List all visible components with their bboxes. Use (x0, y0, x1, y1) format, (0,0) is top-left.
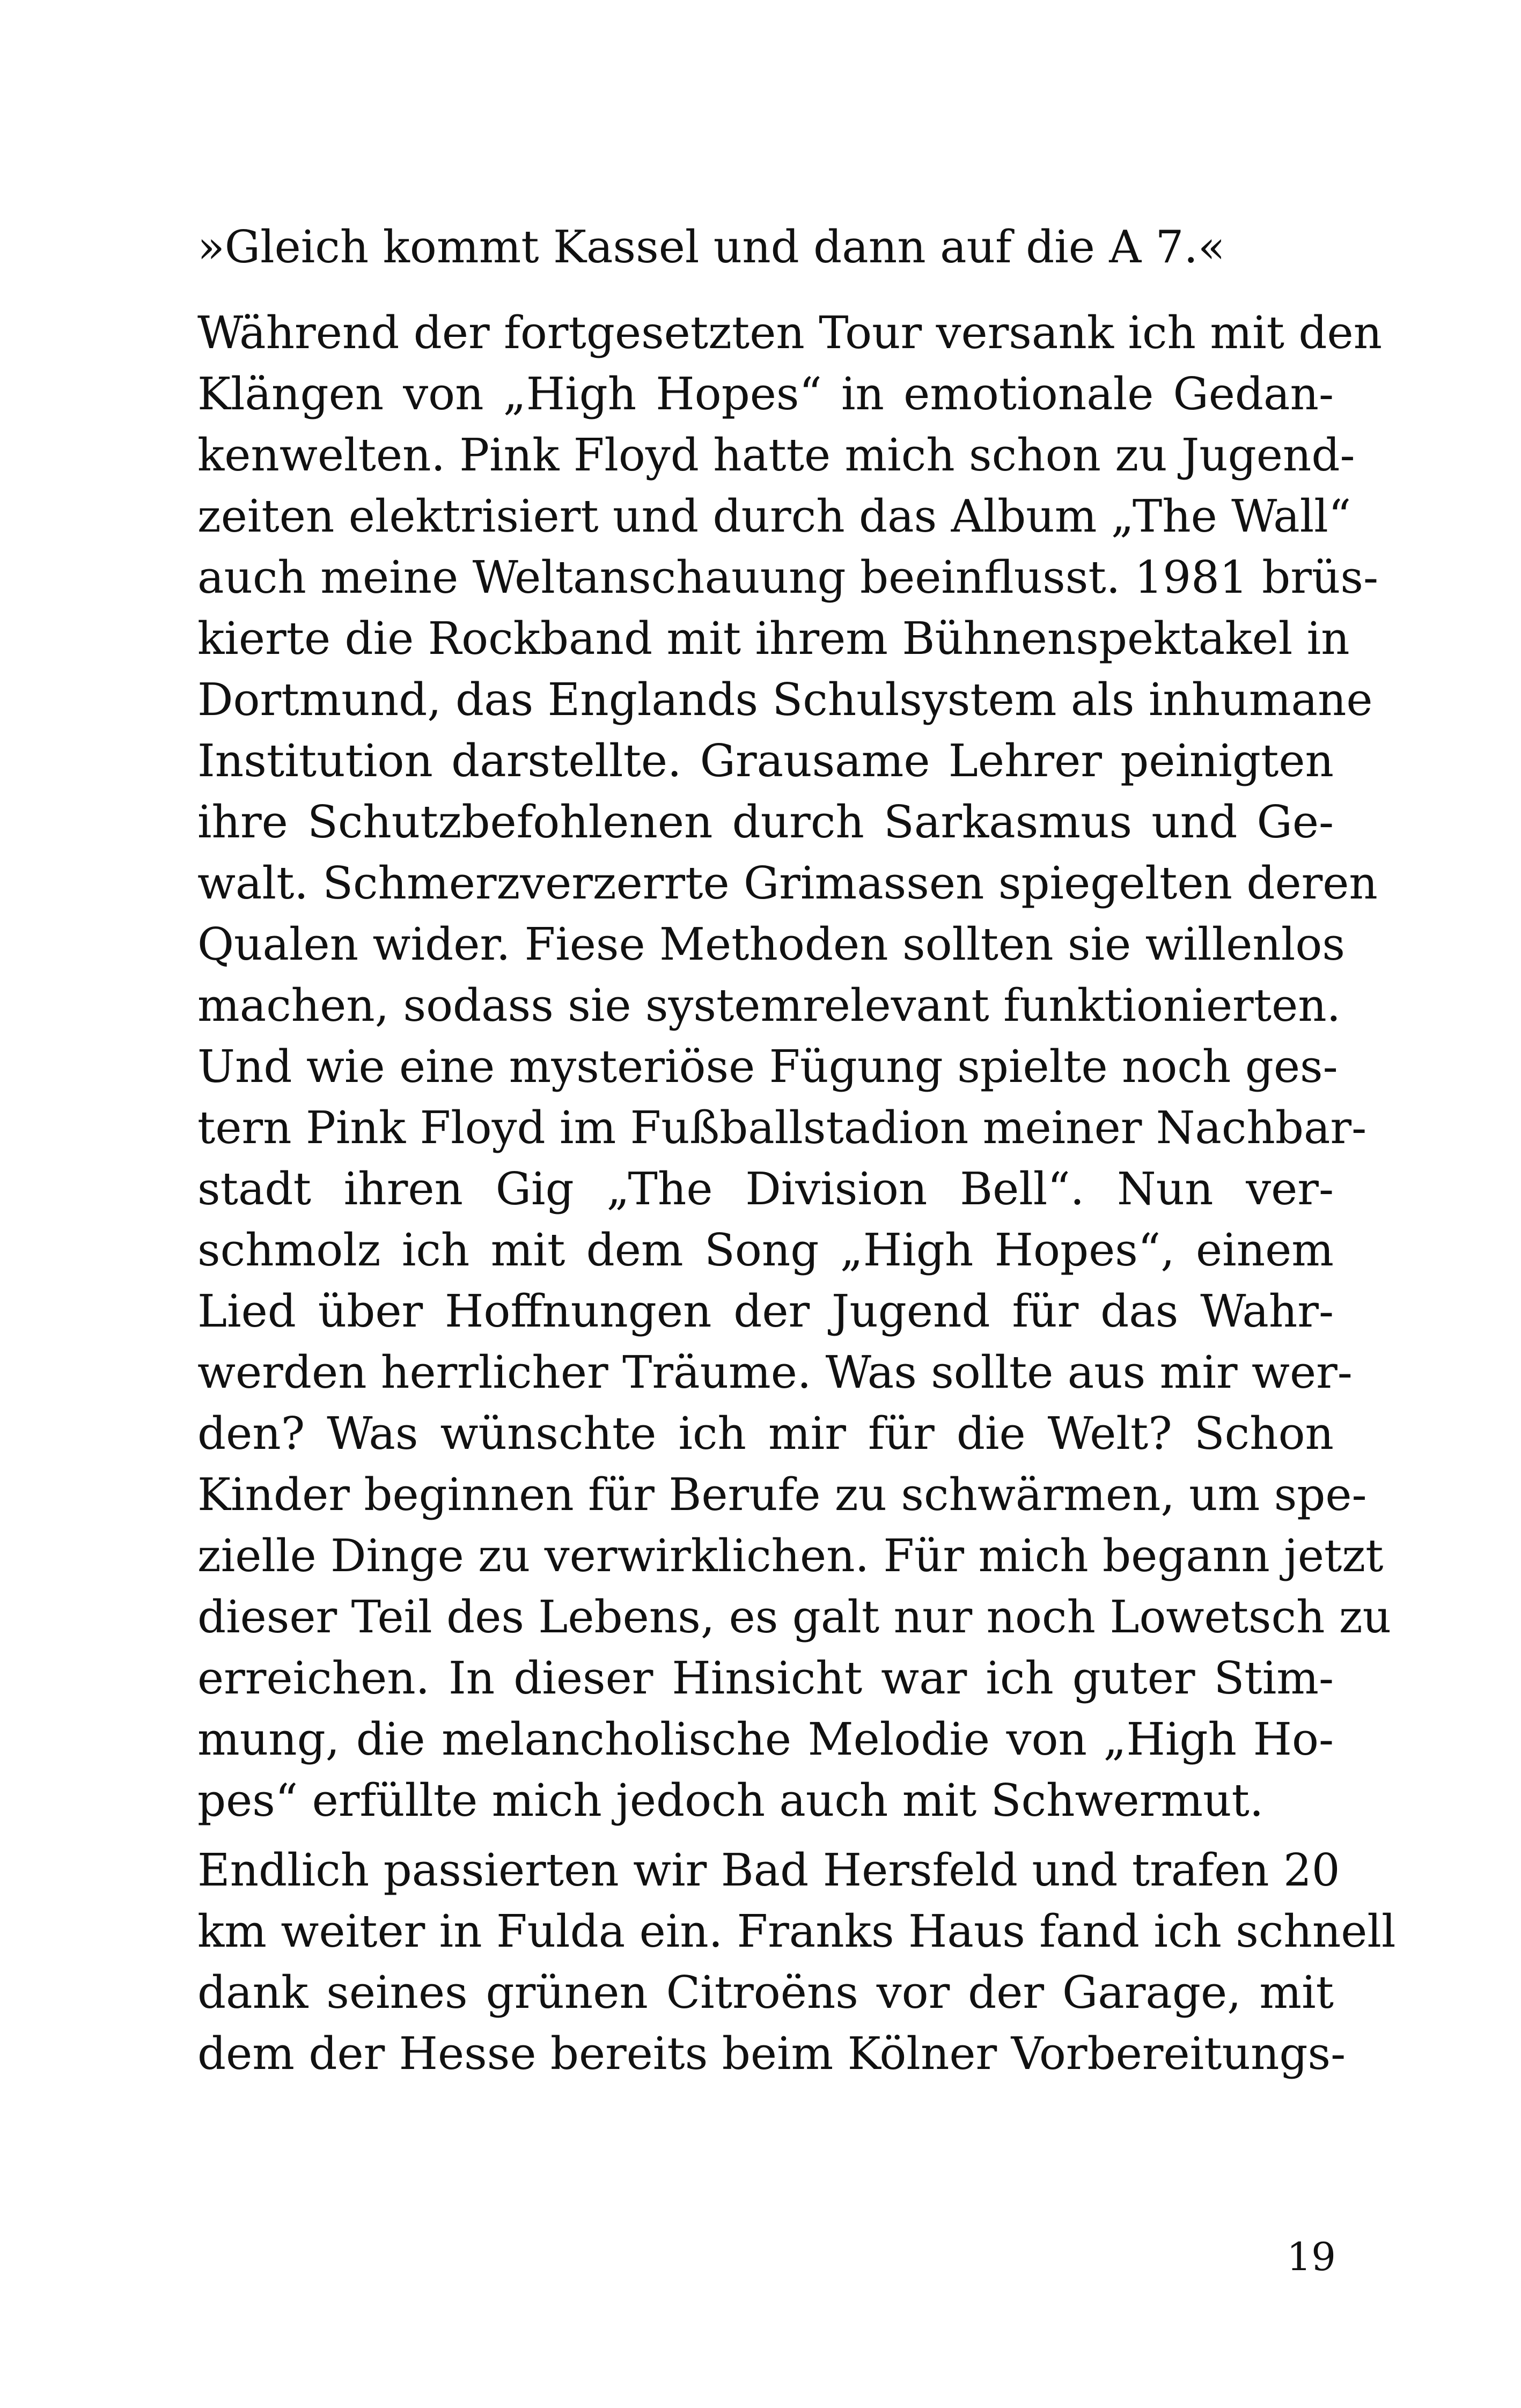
text-line: Institution darstellte. Grausame Lehrer peinigten (197, 735, 1334, 787)
text-line: machen, sodass sie systemrelevant funktionierten. (197, 980, 1341, 1032)
text-line: Während der fortgesetzten Tour versank ich mit den (197, 307, 1383, 359)
text-line: Klängen von „High Hopes“ in emotionale Gedan- (197, 368, 1334, 420)
text-line: kenwelten. Pink Floyd hatte mich schon zu Jugend- (197, 429, 1355, 481)
text-line: Und wie eine mysteriöse Fügung spielte noch ges- (197, 1041, 1338, 1093)
text-line: tern Pink Floyd im Fußballstadion meiner Nachbar- (197, 1102, 1367, 1154)
text-line: dem der Hesse bereits beim Kölner Vorbereitungs- (197, 2028, 1346, 2080)
page-number: 19 (1287, 2234, 1336, 2279)
text-line: Lied über Hoffnungen der Jugend für das Wahr- (197, 1285, 1334, 1337)
text-line: »Gleich kommt Kassel und dann auf die A 7.« (197, 221, 1225, 273)
text-line: zielle Dinge zu verwirklichen. Für mich begann jetzt (197, 1530, 1384, 1582)
text-line: dieser Teil des Lebens, es galt nur noch Lowetsch zu (197, 1591, 1392, 1643)
text-line: Dortmund, das Englands Schulsystem als inhumane (197, 674, 1373, 726)
text-line: Endlich passierten wir Bad Hersfeld und trafen 20 (197, 1844, 1340, 1896)
text-line: zeiten elektrisiert und durch das Album „The Wall“ (197, 490, 1351, 542)
text-line: den? Was wünschte ich mir für die Welt? Schon (197, 1408, 1334, 1460)
text-line: werden herrlicher Träume. Was sollte aus mir wer- (197, 1346, 1353, 1398)
text-line: kierte die Rockband mit ihrem Bühnenspektakel in (197, 613, 1350, 665)
paragraph-arrival-fulda (197, 1840, 1396, 2085)
text-line: ihre Schutzbefohlenen durch Sarkasmus und Ge- (197, 796, 1334, 848)
text-line: Kinder beginnen für Berufe zu schwärmen, um spe- (197, 1469, 1367, 1521)
text-line: erreichen. In dieser Hinsicht war ich guter Stim- (197, 1652, 1334, 1704)
paragraph-high-hopes (197, 303, 1392, 1831)
text-line: Qualen wider. Fiese Methoden sollten sie willenlos (197, 918, 1345, 970)
text-line: pes“ erfüllte mich jedoch auch mit Schwermut. (197, 1774, 1264, 1827)
text-line: km weiter in Fulda ein. Franks Haus fand ich schnell (197, 1905, 1396, 1957)
text-line: mung, die melancholische Melodie von „High Ho- (197, 1713, 1334, 1765)
paragraph-dialogue (197, 217, 1334, 278)
text-line: stadt ihren Gig „The Division Bell“. Nun ver- (197, 1163, 1334, 1215)
text-line: dank seines grünen Citroëns vor der Garage, mit (197, 1967, 1334, 2019)
text-line: walt. Schmerzverzerrte Grimassen spiegelten deren (197, 857, 1378, 909)
text-line: schmolz ich mit dem Song „High Hopes“, einem (197, 1224, 1334, 1276)
text-line: auch meine Weltanschauung beeinflusst. 1981 brüs- (197, 551, 1378, 603)
